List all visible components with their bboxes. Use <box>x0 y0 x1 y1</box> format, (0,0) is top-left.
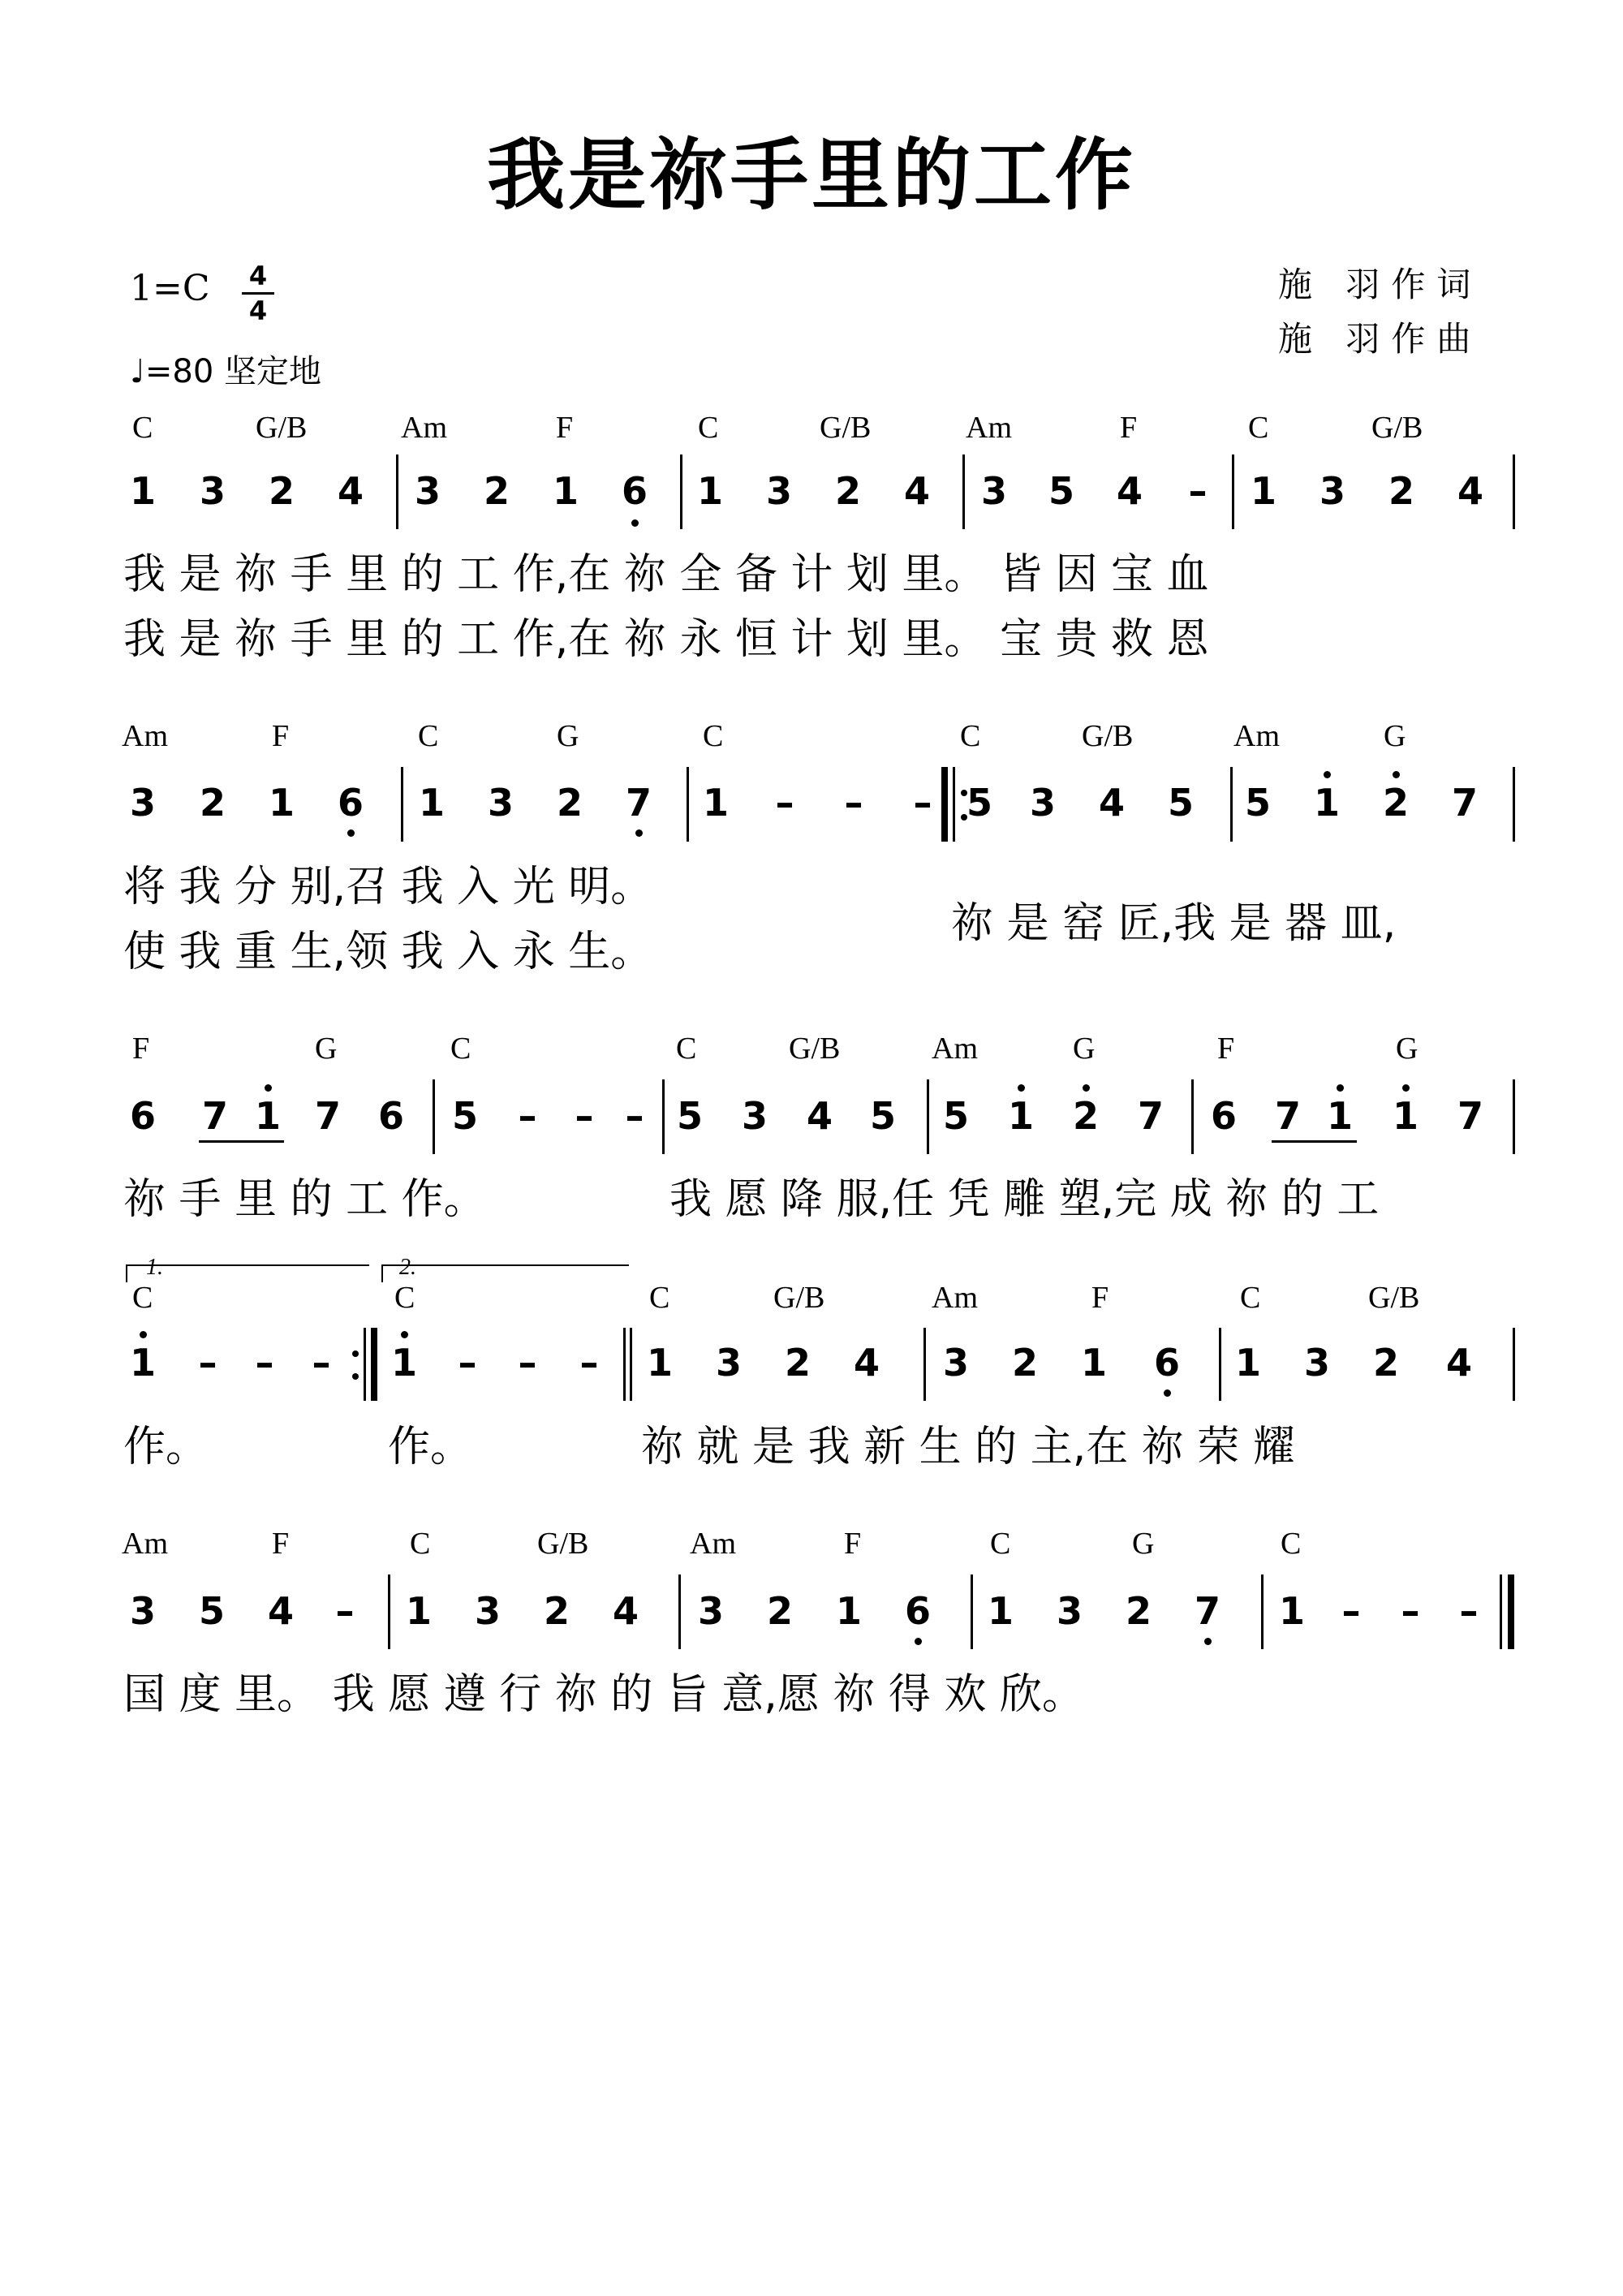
chord: G <box>315 1032 338 1066</box>
chord: G <box>557 719 579 753</box>
dash: – <box>1341 1589 1361 1633</box>
barline <box>1261 1574 1264 1649</box>
chord: C <box>960 719 981 753</box>
note: 3 <box>765 469 792 513</box>
note: 3 <box>129 1589 156 1633</box>
volta-line-2 <box>381 1264 629 1266</box>
chord: C <box>698 411 719 445</box>
chord: Am <box>932 1032 978 1066</box>
note: 4 <box>1116 469 1143 513</box>
lyric-line: 作。 <box>388 1423 473 1471</box>
dash: – <box>1401 1589 1420 1633</box>
dash: – <box>518 1341 537 1385</box>
chord: Am <box>966 411 1012 445</box>
barline <box>1513 1079 1515 1154</box>
chord: C <box>132 411 153 445</box>
chord: C <box>676 1032 697 1066</box>
note: 3 <box>980 469 1007 513</box>
note: 4 <box>612 1589 639 1633</box>
chord: Am <box>690 1527 736 1561</box>
high-octave-dot <box>1393 771 1400 778</box>
note: 1 <box>268 781 295 825</box>
repeat-end-thin-bar <box>364 1328 366 1401</box>
dash: – <box>1459 1589 1479 1633</box>
note: 4 <box>1457 469 1483 513</box>
chord: G/B <box>256 411 308 445</box>
dash: – <box>312 1341 331 1385</box>
time-signature <box>242 261 274 325</box>
lyric-line: 我 愿 降 服,任 凭 雕 塑,完 成 祢 的 工 <box>669 1175 1380 1224</box>
dash: – <box>579 1341 599 1385</box>
note: 2 <box>1125 1589 1152 1633</box>
note: 2 <box>1388 469 1414 513</box>
note: 7 <box>625 781 652 825</box>
high-octave-dot <box>401 1331 408 1338</box>
chord: G <box>1384 719 1406 753</box>
chord: Am <box>932 1281 978 1315</box>
lyric-line: 国 度 里。 我 愿 遵 行 祢 的 旨 意,愿 祢 得 欢 欣。 <box>123 1670 1084 1719</box>
chord: Am <box>401 411 447 445</box>
high-octave-dot <box>1324 771 1331 778</box>
final-barline-thick <box>1508 1574 1514 1649</box>
repeat-end-thick-bar <box>371 1328 377 1401</box>
note: 5 <box>198 1589 225 1633</box>
note: 1 <box>696 469 723 513</box>
barline <box>388 1574 390 1649</box>
note: 1 <box>1278 1589 1305 1633</box>
note: 3 <box>715 1341 742 1385</box>
chord: C <box>649 1281 670 1315</box>
chord: G <box>1132 1527 1155 1561</box>
note: 4 <box>853 1341 880 1385</box>
note: 3 <box>129 781 156 825</box>
dash: – <box>198 1341 217 1385</box>
time-signature-bottom: 4 <box>248 295 268 326</box>
note: 1 <box>405 1589 432 1633</box>
note: 2 <box>483 469 510 513</box>
barline <box>1219 1328 1221 1401</box>
note: 1 <box>1392 1094 1419 1138</box>
chord: G/B <box>1082 719 1134 753</box>
high-octave-dot <box>140 1331 147 1338</box>
repeat-start-thick-bar <box>941 767 948 842</box>
note: 4 <box>806 1094 833 1138</box>
chord: Am <box>122 719 168 753</box>
chord: Am <box>1233 719 1280 753</box>
note: 2 <box>199 781 226 825</box>
dash: – <box>625 1094 644 1138</box>
barline <box>1232 454 1234 529</box>
volta-bracket-1 <box>126 1264 127 1282</box>
low-octave-dot <box>915 1638 922 1645</box>
chord: G/B <box>1368 1281 1420 1315</box>
note: 3 <box>1319 469 1345 513</box>
note: 5 <box>942 1094 969 1138</box>
chord: C <box>132 1281 153 1315</box>
dash: – <box>1188 469 1208 513</box>
note: 3 <box>1056 1589 1083 1633</box>
chord: C <box>450 1032 471 1066</box>
note: 7 <box>201 1094 228 1138</box>
note: 2 <box>784 1341 811 1385</box>
note: 7 <box>1137 1094 1164 1138</box>
double-barline-thin <box>630 1328 632 1401</box>
note: 4 <box>337 469 364 513</box>
lyric-line: 作。 <box>123 1423 209 1471</box>
note: 2 <box>1372 1341 1399 1385</box>
note: 6 <box>904 1589 931 1633</box>
barline <box>1191 1079 1194 1154</box>
note: 1 <box>1313 781 1340 825</box>
barline <box>433 1079 435 1154</box>
note: 4 <box>903 469 930 513</box>
note: 1 <box>1234 1341 1261 1385</box>
repeat-start-thin-bar <box>953 767 955 842</box>
high-octave-dot <box>1402 1084 1410 1092</box>
low-octave-dot <box>1204 1638 1212 1645</box>
lyric-line: 将 我 分 别,召 我 入 光 明。 <box>123 863 653 911</box>
barline <box>1513 454 1515 529</box>
note: 6 <box>1153 1341 1180 1385</box>
chord: G/B <box>773 1281 825 1315</box>
chord: C <box>394 1281 415 1315</box>
barline <box>396 454 398 529</box>
chord: G/B <box>789 1032 841 1066</box>
dash: – <box>913 781 932 825</box>
chord: C <box>410 1527 431 1561</box>
note: 3 <box>487 781 514 825</box>
dash: – <box>775 781 794 825</box>
note: 1 <box>1007 1094 1034 1138</box>
barline <box>1230 767 1233 842</box>
chord: C <box>418 719 439 753</box>
song-title: 我是祢手里的工作 <box>487 130 1136 221</box>
note: 5 <box>451 1094 478 1138</box>
lyric-line: 使 我 重 生,领 我 入 永 生。 <box>123 928 653 976</box>
repeat-dot <box>352 1350 359 1357</box>
note: 3 <box>942 1341 969 1385</box>
note: 7 <box>314 1094 341 1138</box>
note: 5 <box>1167 781 1194 825</box>
barline <box>1513 767 1515 842</box>
chord: C <box>703 719 724 753</box>
final-barline-thin <box>1500 1574 1502 1649</box>
barline <box>687 767 689 842</box>
note: 6 <box>337 781 364 825</box>
dash: – <box>335 1589 355 1633</box>
volta-number-2: 2. <box>399 1255 416 1280</box>
note: 1 <box>552 469 579 513</box>
chord: G <box>1396 1032 1419 1066</box>
dash: – <box>518 1094 537 1138</box>
barline <box>923 1328 926 1401</box>
note: 4 <box>1445 1341 1472 1385</box>
note: 1 <box>1080 1341 1107 1385</box>
tempo-marking: ♩=80 坚定地 <box>130 353 321 390</box>
dash: – <box>575 1094 594 1138</box>
note: 3 <box>474 1589 501 1633</box>
note: 2 <box>268 469 295 513</box>
lyric-line: 我 是 祢 手 里 的 工 作,在 祢 全 备 计 划 里。 皆 因 宝 血 <box>123 550 1209 599</box>
note: 1 <box>1326 1094 1353 1138</box>
high-octave-dot <box>1018 1084 1025 1092</box>
chord: Am <box>122 1527 168 1561</box>
composer-credit: 施 羽作曲 <box>1278 319 1483 359</box>
note: 1 <box>129 1341 156 1385</box>
note: 1 <box>129 469 156 513</box>
chord: F <box>272 719 290 753</box>
note: 2 <box>543 1589 570 1633</box>
double-barline-thin <box>623 1328 626 1401</box>
note: 1 <box>835 1589 862 1633</box>
note: 7 <box>1451 781 1478 825</box>
chord: F <box>132 1032 150 1066</box>
chord: G/B <box>537 1527 589 1561</box>
note: 3 <box>741 1094 768 1138</box>
high-octave-dot <box>1337 1084 1344 1092</box>
lyric-line: 祢 是 窑 匠,我 是 器 皿, <box>951 899 1397 948</box>
note: 7 <box>1194 1589 1220 1633</box>
note: 5 <box>676 1094 703 1138</box>
note: 2 <box>556 781 583 825</box>
chord: C <box>1248 411 1269 445</box>
low-octave-dot <box>631 519 639 527</box>
note: 1 <box>254 1094 281 1138</box>
note: 1 <box>1250 469 1276 513</box>
note: 1 <box>418 781 445 825</box>
volta-bracket-2 <box>381 1264 383 1282</box>
note: 7 <box>1274 1094 1301 1138</box>
note: 1 <box>987 1589 1014 1633</box>
barline <box>1513 1328 1515 1401</box>
chord: C <box>1240 1281 1261 1315</box>
dash: – <box>844 781 863 825</box>
note: 2 <box>834 469 861 513</box>
lyric-line: 祢 就 是 我 新 生 的 主,在 祢 荣 耀 <box>641 1423 1295 1471</box>
note: 3 <box>1303 1341 1330 1385</box>
barline <box>971 1574 973 1649</box>
chord: G/B <box>820 411 872 445</box>
lyric-line: 祢 手 里 的 工 作。 <box>123 1175 486 1224</box>
note: 2 <box>766 1589 793 1633</box>
barline <box>401 767 403 842</box>
time-signature-divider <box>242 292 274 295</box>
note: 5 <box>869 1094 896 1138</box>
barline <box>927 1079 929 1154</box>
dash: – <box>458 1341 477 1385</box>
high-octave-dot <box>1083 1084 1090 1092</box>
barline <box>678 1574 681 1649</box>
key-signature: 1=C <box>130 268 210 309</box>
chord: F <box>1217 1032 1235 1066</box>
chord: G/B <box>1371 411 1423 445</box>
chord: C <box>990 1527 1011 1561</box>
note: 6 <box>129 1094 156 1138</box>
barline <box>680 454 682 529</box>
note: 1 <box>702 781 729 825</box>
note: 7 <box>1457 1094 1483 1138</box>
low-octave-dot <box>635 829 643 837</box>
note: 1 <box>390 1341 417 1385</box>
eighth-underline <box>199 1140 284 1143</box>
repeat-dot <box>352 1373 359 1380</box>
note: 2 <box>1382 781 1409 825</box>
chord: C <box>1281 1527 1302 1561</box>
note: 3 <box>697 1589 724 1633</box>
note: 2 <box>1072 1094 1099 1138</box>
chord: F <box>556 411 574 445</box>
chord: F <box>1120 411 1138 445</box>
note: 3 <box>1029 781 1056 825</box>
dash: – <box>255 1341 274 1385</box>
note: 6 <box>621 469 648 513</box>
note: 5 <box>966 781 992 825</box>
note: 5 <box>1048 469 1074 513</box>
lyric-line: 我 是 祢 手 里 的 工 作,在 祢 永 恒 计 划 里。 宝 贵 救 恩 <box>123 615 1209 664</box>
time-signature-top: 4 <box>248 261 268 291</box>
barline <box>962 454 965 529</box>
chord: F <box>844 1527 862 1561</box>
note: 3 <box>199 469 226 513</box>
note: 4 <box>267 1589 294 1633</box>
eighth-underline <box>1272 1140 1357 1143</box>
note: 6 <box>377 1094 404 1138</box>
chord: F <box>1091 1281 1109 1315</box>
high-octave-dot <box>265 1084 272 1092</box>
note: 1 <box>646 1341 673 1385</box>
chord: F <box>272 1527 290 1561</box>
low-octave-dot <box>1164 1389 1171 1397</box>
low-octave-dot <box>347 829 355 837</box>
note: 2 <box>1011 1341 1038 1385</box>
note: 6 <box>1210 1094 1237 1138</box>
barline <box>662 1079 665 1154</box>
volta-number-1: 1. <box>146 1255 163 1280</box>
chord: G <box>1073 1032 1096 1066</box>
note: 4 <box>1098 781 1125 825</box>
note: 3 <box>414 469 441 513</box>
note: 5 <box>1244 781 1271 825</box>
lyricist-credit: 施 羽作词 <box>1278 265 1483 304</box>
